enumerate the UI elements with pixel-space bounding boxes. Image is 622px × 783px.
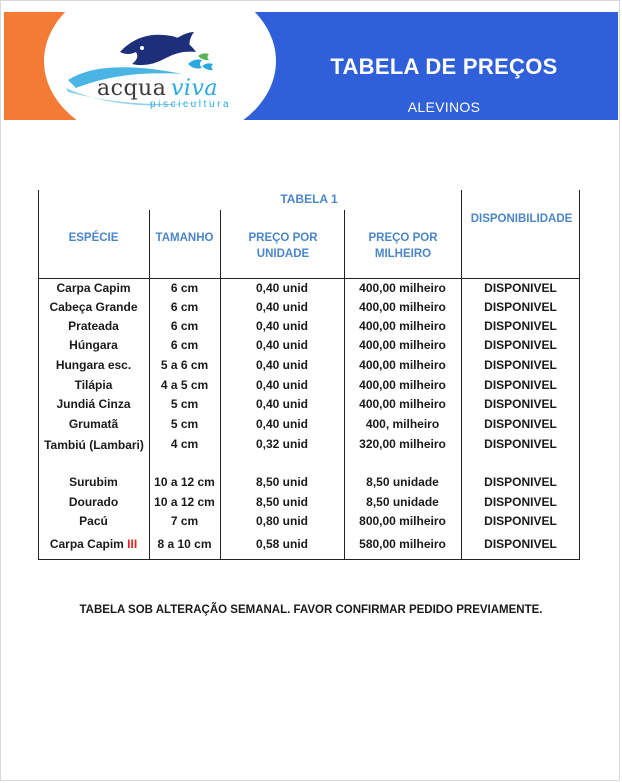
table-cell-disponibilidade: DISPONIVEL [484,300,557,314]
table-cell-preco-milheiro: 400,00 milheiro [359,281,446,295]
table-cell-preco-milheiro: 8,50 unidade [366,495,439,509]
table-cell-especie: Carpa Capim III [49,537,138,551]
table-cell-preco-milheiro: 580,00 milheiro [359,537,446,551]
table-cell-tamanho: 6 cm [170,281,199,295]
column-header-disponibilidade: DISPONIBILIDADE [470,213,573,225]
table-title: TABELA 1 [280,192,338,206]
table-cell-preco-unidade: 0,40 unid [255,300,308,314]
table-cell-disponibilidade: DISPONIVEL [484,537,557,551]
table-cell-tamanho: 10 a 12 cm [154,475,215,489]
table-cell-tamanho: 5 cm [170,417,199,431]
page-subtitle: ALEVINOS [407,99,481,115]
species-suffix: III [123,537,138,551]
table-cell-tamanho: 5 cm [170,397,199,411]
table-cell-preco-unidade: 0,80 unid [255,514,308,528]
table-border [38,278,580,279]
column-header-tamanho: TAMANHO [155,232,214,244]
table-cell-disponibilidade: DISPONIVEL [484,397,557,411]
table-cell-disponibilidade: DISPONIVEL [484,338,557,352]
table-cell-preco-unidade: 0,40 unid [255,397,308,411]
header-banner [4,12,618,120]
table-cell-especie: Carpa Capim [56,281,131,295]
brand-subtitle: piscicultura [150,99,232,110]
table-cell-preco-unidade: 8,50 unid [255,475,308,489]
table-cell-especie: Prateada [68,319,119,333]
column-header-especie: ESPÉCIE [68,232,119,244]
table-cell-tamanho: 8 a 10 cm [157,537,212,551]
table-cell-preco-milheiro: 400,00 milheiro [359,397,446,411]
table-border [38,559,580,560]
table-cell-preco-unidade: 0,58 unid [255,537,308,551]
table-cell-disponibilidade: DISPONIVEL [484,281,557,295]
table-cell-preco-unidade: 0,40 unid [255,281,308,295]
table-cell-especie: Surubim [69,475,118,489]
table-cell-disponibilidade: DISPONIVEL [484,417,557,431]
table-cell-tamanho: 10 a 12 cm [154,495,215,509]
table-cell-preco-unidade: 8,50 unid [255,495,308,509]
table-cell-especie: Pacú [79,514,108,528]
table-cell-preco-milheiro: 800,00 milheiro [359,514,446,528]
table-cell-preco-milheiro: 400,00 milheiro [359,358,446,372]
table-cell-preco-milheiro: 400,00 milheiro [359,378,446,392]
price-table [38,190,580,562]
table-cell-preco-milheiro: 8,50 unidade [366,475,439,489]
table-cell-tamanho: 6 cm [170,300,199,314]
table-cell-disponibilidade: DISPONIVEL [484,378,557,392]
table-cell-preco-milheiro: 400,00 milheiro [359,338,446,352]
column-header-preco-unidade: PREÇO POR UNIDADE [248,232,318,260]
table-cell-preco-unidade: 0,32 unid [255,437,308,451]
table-cell-preco-milheiro: 400,00 milheiro [359,300,446,314]
table-cell-preco-milheiro: 400,00 milheiro [359,319,446,333]
table-cell-preco-unidade: 0,40 unid [255,338,308,352]
column-header-preco-milheiro: PREÇO POR MILHEIRO [368,232,438,260]
table-cell-tamanho: 4 a 5 cm [160,378,209,392]
table-cell-especie: Cabeça Grande [49,300,138,314]
table-cell-preco-unidade: 0,40 unid [255,417,308,431]
table-cell-preco-unidade: 0,40 unid [255,378,308,392]
table-cell-tamanho: 7 cm [170,514,199,528]
table-cell-especie: Húngara [69,338,118,352]
table-cell-especie: Hungara esc. [55,358,132,372]
table-cell-especie: Dourado [68,495,119,509]
table-cell-tamanho: 5 a 6 cm [160,358,209,372]
table-cell-preco-unidade: 0,40 unid [255,319,308,333]
table-cell-tamanho: 6 cm [170,338,199,352]
page-title: TABELA DE PREÇOS [330,54,558,79]
table-cell-especie: Grumatã [68,417,119,431]
table-cell-especie: Tambiú (Lambari) [44,438,144,452]
table-cell-preco-milheiro: 320,00 milheiro [359,437,446,451]
table-cell-preco-milheiro: 400, milheiro [365,417,440,431]
brand-name-acqua: acqua [97,76,167,101]
table-cell-disponibilidade: DISPONIVEL [484,319,557,333]
footer-note: TABELA SOB ALTERAÇÃO SEMANAL. FAVOR CONFIRMAR PEDIDO PREVIAMENTE. [79,604,543,616]
table-cell-disponibilidade: DISPONIVEL [484,437,557,451]
table-cell-tamanho: 6 cm [170,319,199,333]
table-cell-disponibilidade: DISPONIVEL [484,475,557,489]
table-cell-disponibilidade: DISPONIVEL [484,358,557,372]
table-cell-especie: Tilápia [74,378,113,392]
table-cell-preco-unidade: 0,40 unid [255,358,308,372]
table-cell-tamanho: 4 cm [170,437,199,451]
table-cell-disponibilidade: DISPONIVEL [484,495,557,509]
table-cell-especie: Jundiá Cinza [56,397,131,411]
table-cell-disponibilidade: DISPONIVEL [484,514,557,528]
brand-name-viva: viva [171,76,219,101]
